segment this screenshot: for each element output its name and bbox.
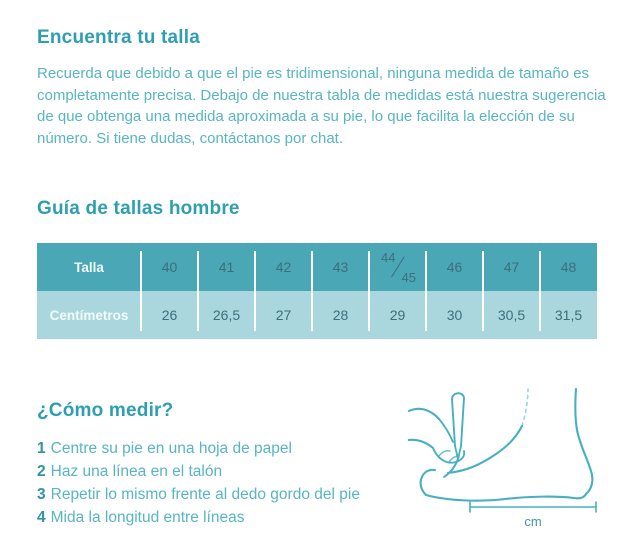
step-text: Repetir lo mismo frente al dedo gordo del pie — [50, 486, 360, 503]
cm-cell: 29 — [389, 307, 406, 323]
intro-section — [37, 27, 606, 149]
cm-cell: 26 — [161, 307, 178, 323]
size-table — [37, 243, 597, 339]
step-text: Mida la longitud entre líneas — [50, 509, 245, 526]
size-guide-title: Guía de tallas hombre — [37, 198, 240, 219]
step-number: 1 — [37, 440, 46, 457]
foot-measurement-illustration — [408, 385, 640, 535]
step-item — [37, 506, 437, 529]
how-to-measure-title: ¿Cómo medir? — [37, 400, 174, 421]
cm-cell: 27 — [275, 307, 292, 323]
step-item — [37, 483, 437, 506]
step-item — [37, 460, 437, 483]
cm-row-label: Centímetros — [49, 307, 129, 323]
foot-pencil-drawing-icon — [408, 385, 640, 535]
size-cell: 40 — [161, 259, 178, 275]
cm-cell: 26,5 — [212, 307, 241, 323]
step-text: Centre su pie en una hoja de papel — [50, 440, 292, 457]
size-cell: 46 — [446, 259, 463, 275]
size-cell: 41 — [218, 259, 235, 275]
size-cell-split — [369, 243, 426, 291]
size-cells — [141, 243, 597, 291]
cm-cell: 31,5 — [554, 307, 583, 323]
size-row-label: Talla — [74, 259, 104, 275]
split-bottom-value: 45 — [401, 270, 416, 285]
cm-cell: 30,5 — [497, 307, 526, 323]
intro-body-text: Recuerda que debido a que el pie es tridimensional, ninguna medida de tamaño es completamente precisa. Debajo de nuestra tabla de medidas está nuestra sugerencia de que obtenga una medida aproximada a su pie, lo que facilita la elección de su número. Si tiene dudas, contáctanos por chat. — [37, 65, 606, 147]
size-table-row-cms — [37, 291, 597, 339]
step-number: 4 — [37, 509, 46, 526]
step-text: Haz una línea en el talón — [50, 463, 223, 480]
cm-cell: 28 — [332, 307, 349, 323]
split-top-value: 44 — [381, 250, 396, 265]
cm-cell: 30 — [446, 307, 463, 323]
size-cell: 47 — [503, 259, 520, 275]
size-table-row-sizes — [37, 243, 597, 291]
cm-cells — [141, 291, 597, 339]
step-item — [37, 437, 437, 460]
size-guide-section — [37, 198, 606, 339]
measure-steps-list — [37, 437, 437, 529]
size-cell: 43 — [332, 259, 349, 275]
intro-title: Encuentra tu talla — [37, 27, 201, 48]
size-cell: 42 — [275, 259, 292, 275]
cm-label: cm — [524, 514, 542, 529]
size-cell: 48 — [560, 259, 577, 275]
step-number: 3 — [37, 486, 46, 503]
step-number: 2 — [37, 463, 46, 480]
